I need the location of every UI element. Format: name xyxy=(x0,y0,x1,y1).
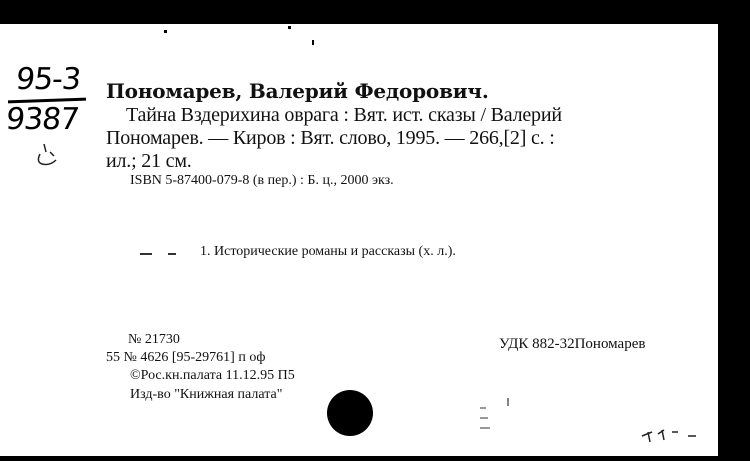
subject-dashes xyxy=(140,253,182,255)
record-number: № 21730 xyxy=(128,332,180,347)
registration-line: 55 № 4626 [95-29761] п оф xyxy=(106,350,266,365)
pencil-marks xyxy=(478,396,518,432)
shelf-mark-bottom: 9387 xyxy=(4,102,81,137)
ink-speck xyxy=(288,26,291,29)
title-line-1: Тайна Вздерихина оврага : Вят. ист. сказы / Валерий xyxy=(126,104,562,126)
subject-heading: 1. Исторические романы и рассказы (х. л.). xyxy=(200,244,456,259)
handwritten-scribble xyxy=(30,142,64,172)
ink-speck xyxy=(312,40,314,45)
title-line-3: ил.; 21 см. xyxy=(106,150,192,172)
ink-blot xyxy=(327,390,373,436)
publisher-line: Изд-во "Книжная палата" xyxy=(130,387,283,402)
udk-code: УДК 882-32Пономарев xyxy=(499,336,646,352)
title-line-2: Пономарев. — Киров : Вят. слово, 1995. — 266,[2] с. : xyxy=(106,127,555,149)
isbn-line: ISBN 5-87400-079-8 (в пер.) : Б. ц., 2000 экз. xyxy=(130,173,394,188)
author-heading: Пономарев, Валерий Федорович. xyxy=(106,79,489,103)
copyright-line: ©Рос.кн.палата 11.12.95 П5 xyxy=(130,368,295,383)
corner-scrawl xyxy=(638,424,706,444)
catalog-card xyxy=(0,24,718,456)
shelf-mark-top: 95-3 xyxy=(14,62,82,97)
ink-speck xyxy=(164,30,167,33)
